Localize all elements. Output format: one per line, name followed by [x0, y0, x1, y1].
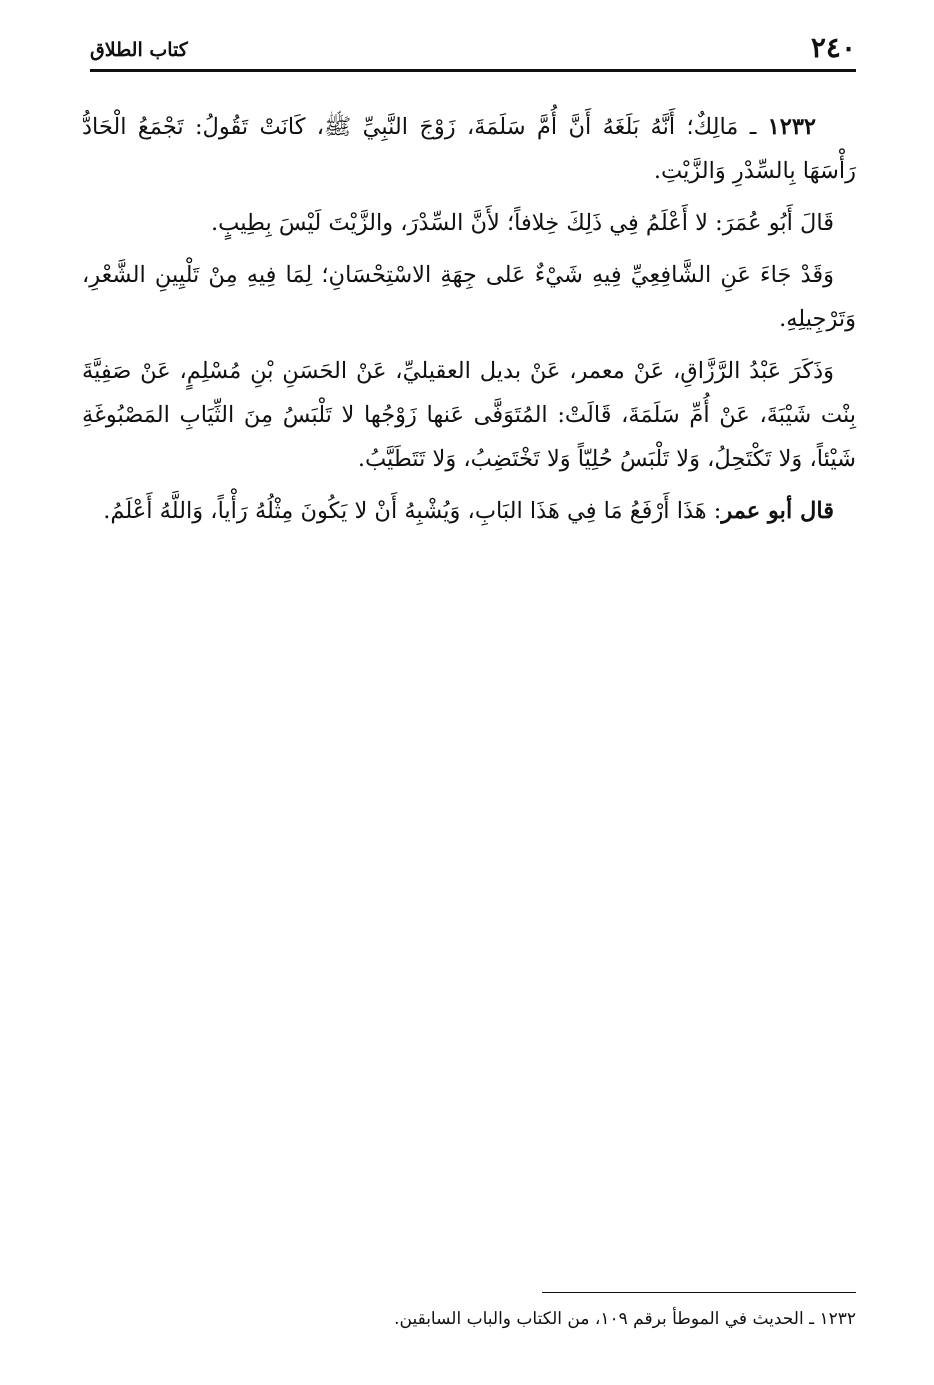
commentary-text: وَذَكَرَ عَبْدُ الرَّزَّاقِ، عَنْ معمر، عَنْ بديل العقيليِّ، عَنْ الحَسَنِ بْنِ مُسْلِمٍ، عَنْ صَفِيَّةَ بِنْت شَيْبَةَ، عَنْ أُمِّ سَلَمَةَ، قَالَتْ: المُتَوَفَّى عَنها زَوْجُها لا تَلْبَسُ مِنَ الثِّيَابِ المَصْبُوغَةِ شَيْئاً، وَلا تَكْتَحِلُ، وَلا تَلْبَسُ حُلِيّاً وَلا تَخْتَضِبُ، وَلا تَتَطَيَّبُ.: [82, 358, 856, 472]
footnote-rule: [542, 1292, 856, 1293]
page-number: ٢٤٠: [810, 31, 856, 64]
commentary-paragraph: [82, 201, 856, 245]
commentary-text: وَقَدْ جَاءَ عَنِ الشَّافِعِيِّ فِيهِ شَيْءٌ عَلى جِهَةِ الاسْتِحْسَانِ؛ لِمَا فِيهِ مِنْ تَلْيِينِ الشَّعْرِ، وَتَرْجِيلِهِ.: [82, 262, 856, 332]
hadith-number: ١٢٣٢: [767, 114, 816, 140]
commentary-paragraph: [82, 349, 856, 481]
commentary-paragraph: [82, 489, 856, 533]
page-header: [90, 30, 856, 70]
speaker-name: قال أبو عمر: [721, 498, 834, 524]
main-text: [82, 105, 856, 541]
hadith-paragraph: [82, 105, 856, 193]
commentary-paragraph: [82, 253, 856, 341]
running-title: كتاب الطلاق: [90, 39, 188, 61]
hadith-text: ـ مَالِكٌ؛ أَنَّهُ بَلَغَهُ أَنَّ أُمَّ سَلَمَةَ، زَوْجَ النَّبِيِّ ﷺ، كَانَتْ تَقُولُ: تَجْمَعُ الْحَادُّ رَأْسَهَا بِالسِّدْرِ وَالزَّيْتِ.: [82, 114, 856, 184]
commentary-text: : هَذَا أَرْفَعُ مَا فِي هَذَا البَابِ، وَيُشْبِهُ أَنْ لا يَكُونَ مِثْلُهُ رَأْياً، وَاللَّهُ أَعْلَمُ.: [103, 498, 722, 524]
header-rule: [90, 69, 856, 72]
footnote: ١٢٣٢ ـ الحديث في الموطأ برقم ١٠٩، من الكتاب والباب السابقين.: [394, 1309, 856, 1329]
commentary-text: قَالَ أَبُو عُمَرَ: لا أَعْلَمُ فِي ذَلِكَ خِلافاً؛ لأَنَّ السِّدْرَ، والزَّيْتَ لَيْسَ بِطِيبٍ.: [210, 210, 834, 236]
